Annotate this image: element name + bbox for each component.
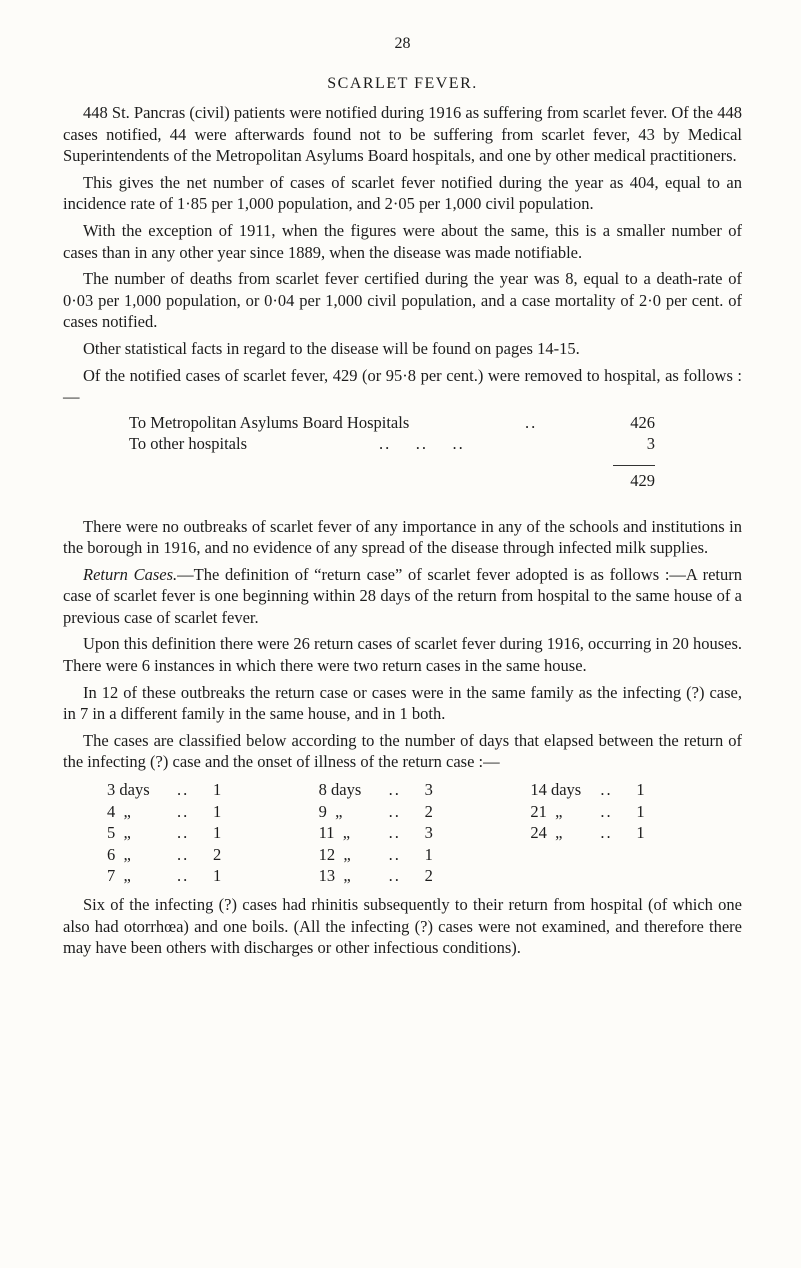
days-cell: 5 „	[107, 823, 131, 843]
leader-dots: ..	[177, 823, 190, 843]
paragraph-families: In 12 of these outbreaks the return case or cases were in the same family as the infecting (?) case, in 7 in a different family in the same house, and in 1 both.	[63, 682, 742, 724]
interval-table	[107, 779, 742, 887]
table-row	[129, 433, 655, 455]
paragraph-definition-count: Upon this definition there were 26 return cases of scarlet fever during 1916, occurring in 20 houses. There were 6 instances in which there were two return cases in the same house.	[63, 634, 742, 676]
paragraph-other-facts: Other statistical facts in regard to the disease will be found on pages 14-15.	[83, 338, 580, 358]
page-number: 28	[394, 35, 411, 52]
days-cell: 13 „	[318, 866, 351, 886]
row-label: To other hospitals	[129, 434, 247, 454]
interval-column	[107, 779, 319, 887]
row-value: 3	[646, 434, 655, 454]
table-row	[319, 801, 531, 823]
return-cases-lead: Return Cases.	[83, 564, 178, 584]
table-row	[107, 779, 319, 801]
count-cell: 1	[636, 823, 645, 843]
days-cell: 12 „	[318, 844, 351, 864]
leader-dots: ..	[177, 844, 190, 864]
count-cell: 2	[424, 866, 433, 886]
table-row	[107, 801, 319, 823]
paragraph-removals: Of the notified cases of scarlet fever, 429 (or 95·8 per cent.) were removed to hospital, as follows :—	[63, 365, 742, 407]
total-rule	[613, 465, 655, 466]
count-cell: 1	[213, 823, 222, 843]
days-cell: 3 days	[107, 780, 150, 800]
table-row	[107, 865, 319, 887]
days-cell: 14 days	[530, 780, 582, 800]
count-cell: 1	[213, 780, 222, 800]
count-cell: 2	[424, 801, 433, 821]
count-cell: 2	[213, 844, 222, 864]
interval-column	[319, 779, 531, 887]
count-cell: 1	[424, 844, 433, 864]
table-row	[319, 844, 531, 866]
paragraph-return-cases	[63, 564, 742, 629]
leader-dots: .. .. ..	[379, 434, 465, 454]
leader-dots: ..	[177, 801, 190, 821]
leader-dots: ..	[388, 823, 401, 843]
leader-dots: ..	[177, 866, 190, 886]
table-row	[530, 822, 742, 844]
leader-dots: ..	[388, 866, 401, 886]
table-row	[530, 779, 742, 801]
paragraph-comparison: With the exception of 1911, when the figures were about the same, this is a smaller number of cases than in any other year since 1889, when the disease was made notifiable.	[63, 220, 742, 262]
leader-dots: ..	[600, 780, 613, 800]
days-cell: 24 „	[530, 823, 563, 843]
count-cell: 3	[424, 780, 433, 800]
row-label: To Metropolitan Asylums Board Hospitals	[129, 412, 410, 432]
paragraph-outbreaks: There were no outbreaks of scarlet fever of any importance in any of the schools and institutions in the borough in 1916, and no evidence of any spread of the disease through infected milk supplies.	[63, 516, 742, 558]
days-cell: 21 „	[530, 801, 563, 821]
leader-dots: ..	[600, 823, 613, 843]
count-cell: 3	[424, 823, 433, 843]
count-cell: 1	[636, 801, 645, 821]
leader-dots: ..	[600, 801, 613, 821]
days-cell: 4 „	[107, 801, 131, 821]
table-row	[319, 779, 531, 801]
table-row	[319, 822, 531, 844]
count-cell: 1	[213, 866, 222, 886]
section-heading: SCARLET FEVER.	[327, 75, 478, 92]
return-cases-definition: —The definition of “return case” of scarlet fever adopted is as follows :—A return case of scarlet fever is one beginning within 28 days of the return from hospital to the same house of a previous case of scarlet fever.	[63, 564, 742, 627]
count-cell: 1	[213, 801, 222, 821]
days-cell: 9 „	[318, 801, 343, 821]
leader-dots: ..	[388, 780, 401, 800]
row-value: 426	[630, 412, 655, 432]
paragraph-deaths: The number of deaths from scarlet fever certified during the year was 8, equal to a death-rate of 0·03 per 1,000 population, or 0·04 per 1,000 civil population, and a case mortality of 2·0 per cent. of cases notified.	[63, 269, 742, 332]
table-row	[530, 801, 742, 823]
total-value: 429	[630, 470, 655, 490]
leader-dots: ..	[177, 780, 190, 800]
paragraph-net-cases: This gives the net number of cases of scarlet fever notified during the year as 404, equal to an incidence rate of 1·85 per 1,000 population, and 2·05 per 1,000 civil population.	[63, 172, 742, 214]
document-page	[63, 0, 742, 959]
table-row	[129, 412, 655, 434]
table-row	[107, 844, 319, 866]
table-row	[107, 822, 319, 844]
leader-dots: ..	[388, 844, 401, 864]
paragraph-classification: The cases are classified below according to the number of days that elapsed between the return of the infecting (?) case and the onset of illness of the return case :—	[63, 730, 742, 772]
days-cell: 6 „	[107, 844, 131, 864]
count-cell: 1	[636, 780, 645, 800]
leader-dots: ..	[388, 801, 401, 821]
interval-column	[530, 779, 742, 887]
days-cell: 8 days	[318, 780, 362, 800]
days-cell: 11 „	[318, 823, 351, 843]
table-row	[319, 865, 531, 887]
days-cell: 7 „	[107, 866, 131, 886]
leader-dots: ..	[525, 412, 538, 432]
paragraph-notifications: 448 St. Pancras (civil) patients were notified during 1916 as suffering from scarlet fever. Of the 448 cases notified, 44 were afterwards found not to be suffering from scarlet fever, 43 by Medical Superintendents of the Metropolitan Asylums Board hospitals, and one by other medical practitioners.	[63, 103, 742, 166]
removals-table	[129, 412, 655, 492]
paragraph-infecting-cases: Six of the infecting (?) cases had rhinitis subsequently to their return from hospital (of which one also had otorrhœa) and one boils. (All the infecting (?) cases were not examined, and therefore there may have been others with discharges or other infectious conditions).	[63, 895, 742, 958]
